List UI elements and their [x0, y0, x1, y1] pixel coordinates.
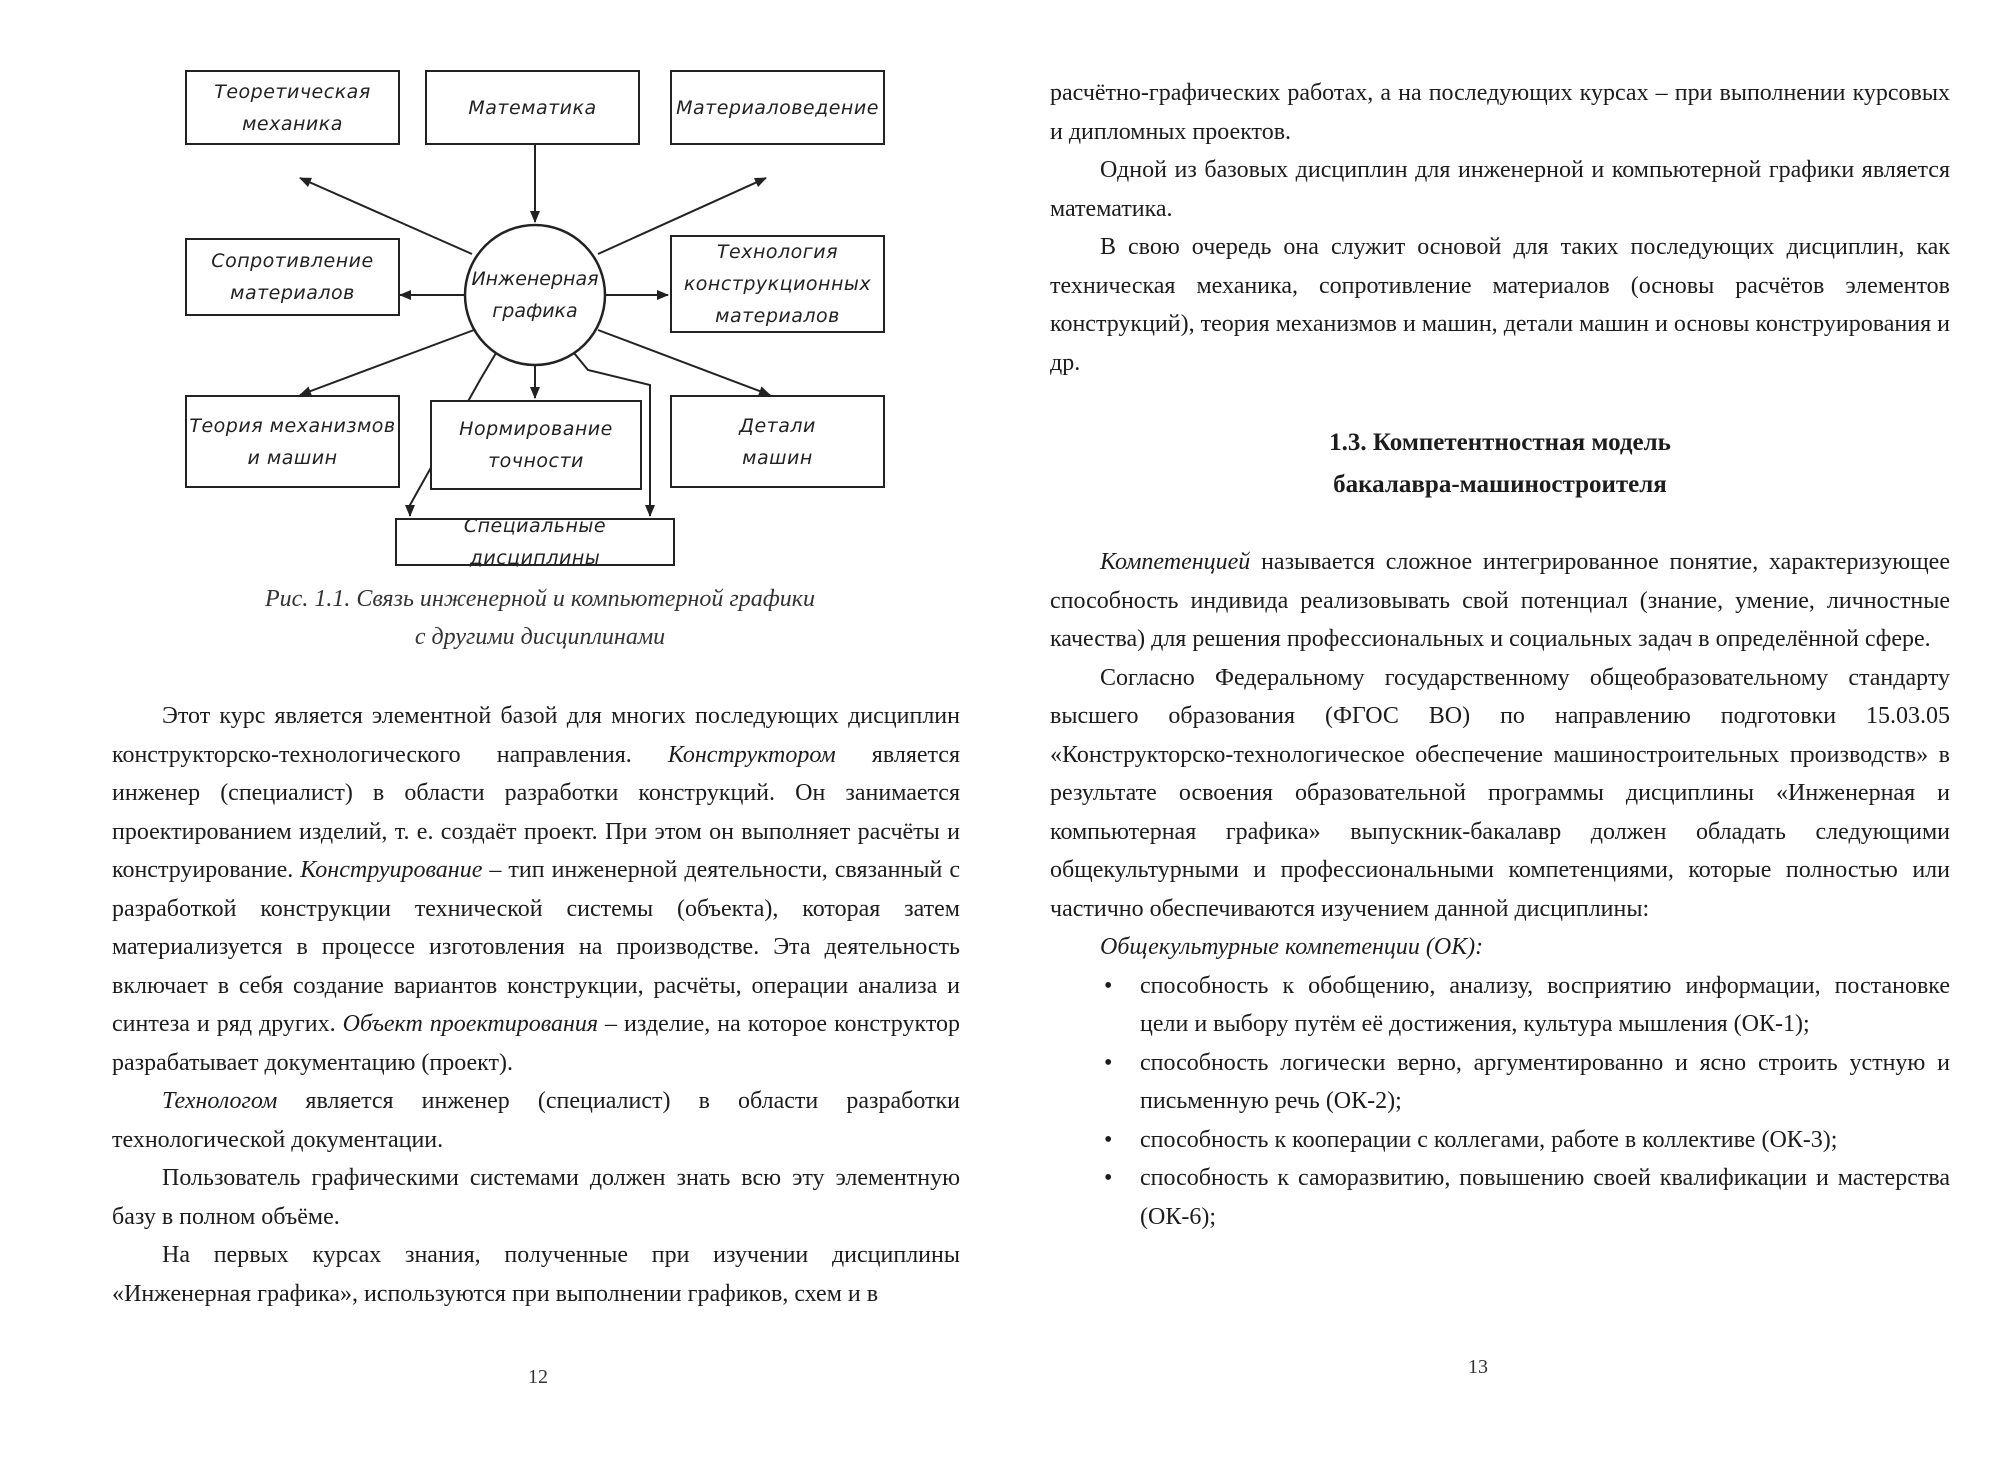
list-item — [1104, 1044, 1950, 1121]
term-constructor: Конструктором — [667, 741, 836, 768]
paragraph-basis: В свою очередь она служит основой для таких последующих дисциплин, как техническая механика, сопротивление материалов (основы расчётов элементов конструкций), теория механизмов и машин, детали машин и основы конструирования и др. — [1050, 234, 1950, 376]
caption-line-1: Рис. 1.1. Связь инженерной и компьютерной графики — [265, 586, 815, 612]
box-theoretical-mechanics: Теоретическая механика — [185, 70, 400, 145]
list-title-text: Общекультурные компетенции (ОК): — [1100, 934, 1484, 960]
text-run: Этот курс является элементной базой для многих последующих дисциплин конструкторско-технологического направления. — [112, 703, 960, 768]
list-item — [1104, 967, 1950, 1044]
list-item-text: способность к саморазвитию, повышению своей квалификации и мастерства (ОК-6); — [1140, 1165, 1950, 1230]
bullet-icon: • — [1104, 1165, 1113, 1191]
text-run: – изделие, на которое конструктор разрабатывает документацию (проект). — [112, 1011, 960, 1076]
right-body-text-bottom — [1050, 543, 1950, 1236]
box-mathematics: Математика — [425, 70, 640, 145]
paragraph-user: Пользователь графическими системами должен знать всю эту элементную базу в полном объёме. — [112, 1165, 960, 1230]
text-run: называется сложное интегрированное понятие, характеризующее способность индивида реализовывать свой потенциал (знание, умение, личностные качества) для решения профессиональных и социальных задач в определённой сфере. — [1050, 549, 1950, 652]
box-precision-norming: Нормирование точности — [430, 400, 642, 490]
list-item-text: способность к обобщению, анализу, восприятию информации, постановке цели и выбору путём её достижения, культура мышления (ОК-1); — [1140, 972, 1950, 1037]
disciplines-diagram — [170, 70, 900, 570]
figure-caption — [160, 580, 920, 656]
box-theory-of-mechanisms: Теория механизмов и машин — [185, 395, 400, 488]
list-item — [1104, 1159, 1950, 1236]
paragraph-standard: Согласно Федеральному государственному общеобразовательному стандарту высшего образования (ФГОС ВО) по направлению подготовки 15.03.05 «Конструкторско-технологическое обеспечение машиностроительных производств» в результате освоения образовательной программы дисциплины «Инженерная и компьютерная графика» выпускник-бакалавр должен обладать следующими общекультурными и профессиональными компетенциями, которые полностью или частично обеспечиваются изучением данной дисциплины: — [1050, 664, 1950, 922]
list-title — [1050, 928, 1950, 967]
left-body-text — [112, 697, 960, 1313]
box-structural-materials-technology: Технология конструкционных материалов — [670, 235, 885, 333]
section-heading — [1050, 422, 1950, 506]
right-body-text-top — [1050, 74, 1950, 382]
list-item-text: способность к кооперации с коллегами, работе в коллективе (ОК-3); — [1140, 1126, 1838, 1153]
bullet-icon: • — [1104, 972, 1113, 999]
box-machine-parts: Детали машин — [670, 395, 885, 488]
arrow-to-theory-of-mechanisms — [300, 330, 474, 395]
term-design: Конструирование — [300, 857, 483, 883]
caption-line-2: с другими дисциплинами — [414, 624, 666, 650]
competence-list — [1050, 967, 1950, 1237]
list-item-text: способность логически верно, аргументированно и ясно строить устную и письменную речь (ОК-2); — [1140, 1049, 1950, 1114]
paragraph-continuation: расчётно-графических работах, а на последующих курсах – при выполнении курсовых и дипломных проектов. — [1050, 80, 1950, 145]
bullet-icon: • — [1104, 1049, 1113, 1076]
box-materials-science: Материаловедение — [670, 70, 885, 145]
text-run: – тип инженерной деятельности, связанный с разработкой конструкции технической системы (объекта), которая затем материализуется в процессе изготовления на производстве. Эта деятельность включает в себя создание вариантов конструкции, расчёты, операции анализа и синтеза и ряд других. — [112, 857, 960, 1037]
box-strength-of-materials: Сопротивление материалов — [185, 238, 400, 316]
paragraph-course-base — [112, 697, 960, 1082]
term-technologist: Технологом — [162, 1088, 278, 1114]
paragraph-competence — [1050, 543, 1950, 659]
list-item — [1104, 1121, 1950, 1160]
text-run: является инженер (специалист) в области разработки конструкций. Он занимается проектированием изделий, т. е. создаёт проект. При этом он выполняет расчёты и конструирование. — [112, 741, 960, 883]
box-special-disciplines: Специальные дисциплины — [395, 518, 675, 566]
term-design-object: Объект проектирования — [342, 1011, 599, 1037]
arrow-to-machine-parts — [598, 330, 770, 395]
heading-line-1: 1.3. Компетентностная модель — [1329, 429, 1671, 456]
text-run: является инженер (специалист) в области разработки технологической документации. — [112, 1088, 960, 1153]
hub-label: Инженерная графика — [471, 268, 599, 322]
paragraph-technologist — [112, 1082, 960, 1159]
paragraph-first-courses: На первых курсах знания, полученные при изучении дисциплины «Инженерная графика», используются при выполнении графиков, схем и в — [112, 1242, 960, 1307]
bullet-icon: • — [1104, 1126, 1113, 1153]
term-competence: Компетенцией — [1100, 549, 1251, 575]
page-number-right: 13 — [1468, 1356, 1488, 1378]
page-number-left: 12 — [528, 1366, 548, 1388]
heading-line-2: бакалавра-машиностроителя — [1333, 471, 1667, 498]
paragraph-mathematics: Одной из базовых дисциплин для инженерной и компьютерной графики является математика. — [1050, 157, 1950, 222]
